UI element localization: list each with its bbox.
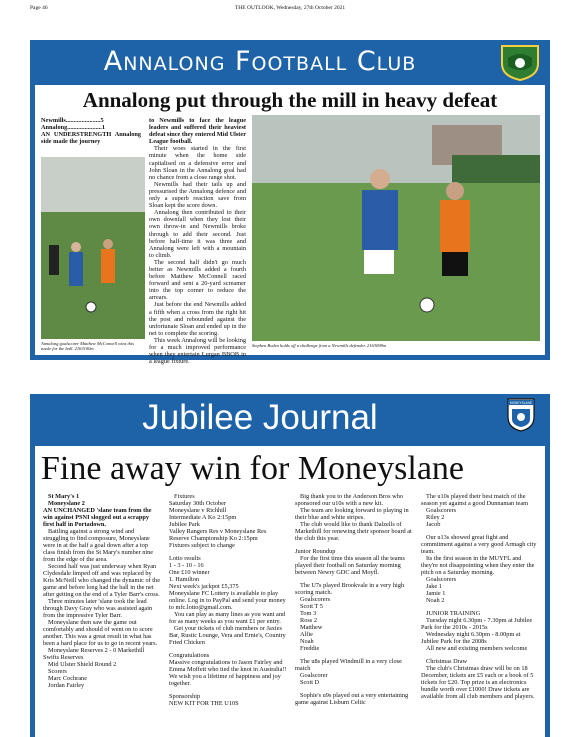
- article-line: Matthew: [300, 624, 323, 631]
- annalong-article: [35, 85, 545, 366]
- article-line: Next week's jackpot £5,375: [169, 583, 239, 590]
- article-line: Moneyslane then saw the game out comfortably and should of went on to score another. This was a great result in what has been a hard place for us to go in recent years.: [43, 619, 158, 647]
- article-line: Big thank you to the Anderson Bros who sponsored our u10s with a new kit.: [295, 493, 404, 507]
- article-line: Intermediate A Ko 2:15pm: [169, 514, 237, 521]
- article-line: Junior Roundup: [295, 548, 336, 555]
- article-line: 1. Hamilton: [169, 576, 200, 583]
- moneyslane-col2: [169, 493, 287, 707]
- article-line: Marc Cochrane: [48, 675, 87, 682]
- article-line: Jacob: [426, 521, 441, 528]
- article-line: St Mary's 1: [48, 493, 80, 500]
- article-line: AN UNCHANGED 'slane team from the win against PSNI slogged out a scrappy first half in Portadown.: [43, 507, 152, 528]
- article-line: Goalscorers: [426, 507, 457, 514]
- article-line: The U7s played Brookvale in a very high scoring match.: [295, 582, 405, 596]
- photo-right-caption: Stephen Boden holds off a challenge from a Newmills defender. 2163098m: [252, 343, 386, 348]
- article-line: Goalscorer: [300, 672, 328, 679]
- annalong-headline: Annalong put through the mill in heavy defeat: [82, 88, 498, 112]
- article-line: Lotto results: [169, 555, 201, 562]
- article-line: Fixtures subject to change: [169, 542, 235, 549]
- article-line: Noah: [300, 638, 314, 645]
- article-line: Moneyslane Reserves 2 - 0 Markethill Swifts Reserves: [43, 647, 145, 661]
- article-line: Moneyslane v Richhill: [169, 507, 227, 514]
- masthead: THE OUTLOOK, Wednesday, 27th October 2021: [234, 5, 346, 11]
- article-line: 1 - 3 - 10 - 16: [169, 562, 204, 569]
- annalong-section-title: Annalong Football Club: [103, 46, 417, 77]
- photo-right: [252, 115, 540, 341]
- article-line: Fixtures: [174, 493, 195, 500]
- article-line: Tuesday night 6.30pm - 7.30pm at Jubilee Park for the 2010s - 2015s: [421, 617, 533, 631]
- article-line: Tom 3: [300, 610, 317, 617]
- article-lead: AN UNDERSTRENGTH Annalong side made the journey: [41, 131, 141, 146]
- photo-left-caption: Annalong goalscorer Matthew McConnell wins this tussle for the ball. 2163100m: [41, 341, 134, 351]
- article-line: Ross 2: [300, 617, 317, 624]
- article-paragraph: to Newmills to face the league leaders and suffered their heaviest defeat since they entered Mid Ulster League football.: [149, 117, 246, 146]
- article-line: Jamie 1: [426, 590, 446, 597]
- article-line: Sophie's u9s played out a very entertaining game against Lisburn Celtic: [295, 692, 409, 706]
- moneyslane-article: [35, 446, 545, 737]
- moneyslane-col4: [421, 493, 539, 700]
- article-paragraph: Annalong then contributed to their own downfall when they lost their own throw-in and Newmills broke through to add their second. Just before half-time it was three and Annalong were left with a mountain to climb.: [149, 209, 246, 259]
- article-line: For the first time this season all the teams played their football on Saturday morning between Newry GDC and Moyfl.: [295, 555, 405, 576]
- article-line: Congratulations: [169, 652, 210, 659]
- article-line: The club would like to thank Dalzells of Markethill for renewing their sponsor board at the club this year.: [295, 521, 412, 542]
- article-line: Freddie: [300, 645, 320, 652]
- article-line: The u8s played Windmill in a very close match: [295, 658, 402, 672]
- moneyslane-badge-icon: [506, 397, 536, 433]
- article-line: Wednesday night 6.30pm - 8.00pm at Jubilee Park for the 2008s: [421, 631, 521, 645]
- article-line: Our u13s showed great fight and commitment against a very good Armagh city team.: [421, 534, 537, 555]
- jubilee-section-title: Jubilee Journal: [142, 398, 378, 437]
- article-line: Second half was just underway when Ryan Clydesdale limped off and was replaced by Kris McNeill who changed the dynamic of the game and before long had the ball in the net after getting on the end of a Tyler Barr's cross.: [43, 563, 160, 598]
- badge-text: MONEYSLANE: [509, 401, 533, 405]
- article-line: Saturday 30th October: [169, 500, 227, 507]
- article-line: Scorers: [48, 668, 67, 675]
- article-paragraph: Newmills had their tails up and pressurised the Annalong defence and only a superb reaction save from Sloan kept the score down.: [149, 180, 246, 210]
- article-line: Three minutes later 'slane took the lead through Davy Gray who was assisted again from the impressive Tyler Barr.: [43, 598, 153, 619]
- article-paragraph: The second half didn't go much better as Newmills added a fourth before Matthew McConnell raced forward and sent a 20-yard screamer into the top corner to reduce the arrears.: [149, 258, 246, 302]
- page-header: [30, 3, 550, 13]
- article-line: You can play as many lines as you want and for as many weeks as you want £1 per entry.: [169, 611, 286, 625]
- article-line: Jubilee Park: [169, 521, 200, 528]
- article-line: Riley 2: [426, 514, 445, 521]
- article-line: NEW KIT FOR THE U10S: [169, 700, 239, 707]
- annalong-col1: [41, 117, 141, 145]
- article-paragraph: Just before the end Newmills added a fifth when a cross from the right hit the post and rebounded against the unfortunate Sloan and ended up in the net to complete the scoring.: [149, 301, 246, 337]
- article-line: Reserve Championship Ko 2:15pm: [169, 535, 258, 542]
- article-line: Its the first season in the MUYFL and they're not disappointing when they enter the pitch on a Saturday morning.: [421, 555, 535, 576]
- score-line: Newmills......................5: [41, 117, 104, 124]
- article-line: One £10 winner: [169, 569, 210, 576]
- article-line: Sponsorship: [169, 693, 201, 700]
- photo-left: [41, 157, 145, 339]
- article-line: Jordan Fairley: [48, 682, 85, 689]
- article-line: Jake 1: [426, 583, 442, 590]
- page-number: Page 46: [30, 5, 48, 11]
- club-crest-icon: [498, 42, 542, 82]
- article-line: Valley Rangers Res v Moneyslane Res: [169, 528, 267, 535]
- jubilee-section: [30, 394, 550, 737]
- article-line: Christmas Draw: [426, 658, 468, 665]
- article-line: Get your tickets of club members or Jaxies Bar, Rustic Lounge, Vera and Ernie's, Country Fried Chicken: [169, 625, 286, 646]
- article-line: Alfie: [300, 631, 313, 638]
- article-line: All new and existing members welcome: [426, 645, 528, 652]
- score-line: Annalong......................1: [41, 124, 106, 132]
- article-line: Scott D: [300, 679, 320, 686]
- article-line: Mid Ulster Shield Round 2: [48, 661, 117, 668]
- moneyslane-col3: [295, 493, 413, 706]
- moneyslane-col1: [43, 493, 161, 689]
- article-line: Battling against a strong wind and struggling to find composure, Moneyslane were in at the half a goal down after a top class finish from the St Mary's number nine from the edge of the area.: [43, 528, 154, 563]
- article-line: The club's Christmas draw will be on 18 December, tickets are £5 each or a book of 5 tickets for £20. Top prize is an electronics bundle worth over £1000! Draw tickets are available from all club members and players.: [421, 665, 535, 700]
- article-line: Moneyslane FC Lottery is available to play online. Log in to PayPal and send your money to mfc.lotto@gmail.com.: [169, 590, 286, 611]
- article-line: Noah 2: [426, 597, 445, 604]
- article-paragraph: This week Annalong will be looking for a much improved performance when they entertain Lurgan BBOB in a league fixture.: [149, 336, 246, 366]
- article-paragraph: Their woes started in the first minute when the home side capitalised on a defensive error and John Sloan in the Annalong goal had no chance from a close range shot.: [149, 145, 246, 181]
- article-line: Massive congratulations to Jason Fairley and Emma Moffett who tied the knot in Australia!! We wish you a lifetime of happiness and joy together.: [169, 659, 287, 687]
- article-line: The team are looking forward to playing in their blue and white stripes.: [295, 507, 409, 521]
- article-line: Moneyslane 2: [48, 500, 85, 507]
- annalong-col2: [149, 117, 246, 365]
- moneyslane-headline: Fine away win for Moneyslane: [41, 450, 465, 487]
- article-line: Goalscorers: [426, 576, 457, 583]
- annalong-section: [30, 40, 550, 366]
- article-line: The u10s played their best match of the season yet against a good Dunnaman team: [421, 493, 529, 507]
- article-line: Scott T 5: [300, 603, 323, 610]
- article-line: JUNIOR TRAINING: [426, 610, 481, 617]
- article-line: Goalscorers: [300, 596, 331, 603]
